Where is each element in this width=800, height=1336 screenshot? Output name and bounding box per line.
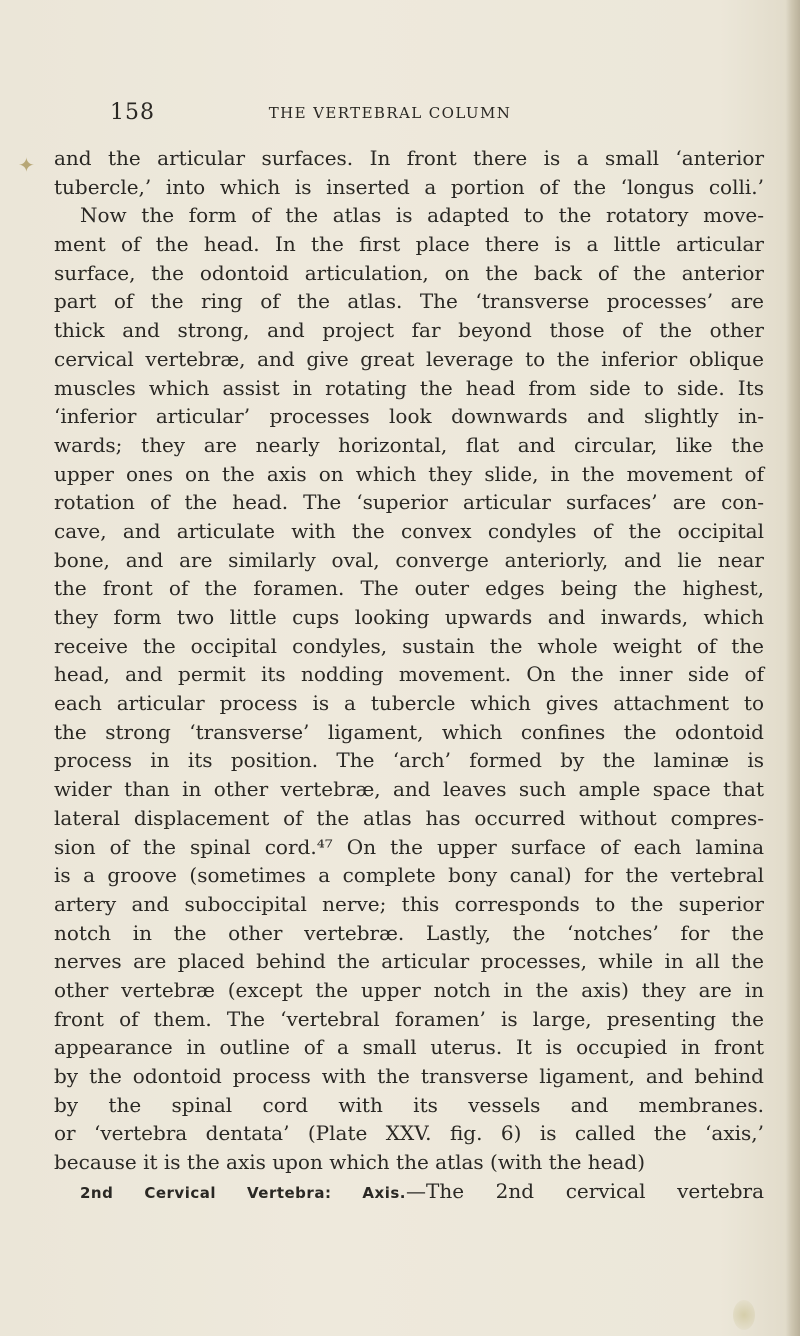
page-number: 158 — [110, 100, 155, 125]
paper-stain — [733, 1300, 755, 1330]
text-line: head, and permit its nodding movement. On the inner side of — [54, 662, 764, 687]
text-line: or ‘vertebra dentata’ (Plate XXV. fig. 6) is called the ‘axis,’ — [54, 1121, 764, 1146]
text-line — [54, 1234, 764, 1263]
body-text — [54, 144, 764, 1263]
section-heading: 2nd Cervical Vertebra: Axis. — [80, 1183, 406, 1202]
running-head: THE VERTEBRAL COLUMN — [268, 104, 512, 122]
text-line: surface, the odontoid articulation, on the back of the anterior — [54, 260, 764, 285]
text-line: rotation of the head. The ‘superior articular surfaces’ are con- — [54, 490, 764, 515]
text-line: cervical vertebræ, and give great leverage to the inferior oblique — [54, 346, 764, 371]
text-line: wider than in other vertebræ, and leaves such ample space that — [54, 777, 764, 802]
text-line: and the articular surfaces. In front there is a small ‘anterior — [54, 146, 764, 170]
text-line: sion of the spinal cord.⁴⁷ On the upper surface of each lamina — [54, 834, 764, 859]
text-line: by the odontoid process with the transverse ligament, and behind — [54, 1064, 764, 1088]
text-line: artery and suboccipital nerve; this corresponds to the superior — [54, 891, 764, 916]
text-line: each articular process is a tubercle which gives attachment to — [54, 691, 764, 716]
text-line: lateral displacement of the atlas has occurred without compres- — [54, 805, 764, 830]
text-line — [54, 1205, 764, 1234]
text-line: cave, and articulate with the convex condyles of the occipital — [54, 518, 764, 543]
page-edge — [786, 0, 800, 1336]
text-line: receive the occipital condyles, sustain the whole weight of the — [54, 633, 764, 658]
text-line: is a groove (sometimes a complete bony canal) for the vertebral — [54, 863, 764, 888]
text-line: the front of the foramen. The outer edges being the highest, — [54, 576, 764, 601]
text-line: they form two little cups looking upwards and inwards, which — [54, 605, 764, 629]
text-line: other vertebræ (except the upper notch in the axis) they are in — [54, 977, 764, 1002]
text-line: ment of the head. In the first place there is a little articular — [54, 232, 764, 257]
text-line: process in its position. The ‘arch’ formed by the laminæ is — [54, 748, 764, 773]
text-line: because it is the axis upon which the atlas (with the head) — [54, 1150, 646, 1175]
text-line: wards; they are nearly horizontal, flat and circular, like the — [54, 432, 764, 457]
text-line: thick and strong, and project far beyond those of the other — [54, 318, 764, 343]
ink-mark-icon: ✦ — [18, 153, 35, 177]
section-line — [54, 1177, 764, 1206]
text-line: the strong ‘transverse’ ligament, which confines the odontoid — [54, 719, 764, 744]
text-line: Now the form of the atlas is adapted to the rotatory move- — [80, 203, 764, 228]
text-line: tubercle,’ into which is inserted a portion of the ‘longus colli.’ — [54, 174, 764, 199]
text-line: nerves are placed behind the articular processes, while in all the — [54, 949, 764, 974]
text-line: upper ones on the axis on which they slide, in the movement of — [54, 461, 764, 486]
section-line-text: —The 2nd cervical vertebra — [405, 1178, 764, 1203]
text-line: front of them. The ‘vertebral foramen’ is large, presenting the — [54, 1006, 764, 1031]
text-line: part of the ring of the atlas. The ‘transverse processes’ are — [54, 289, 764, 314]
page-header — [110, 100, 730, 140]
text-line: notch in the other vertebræ. Lastly, the ‘notches’ for the — [54, 920, 764, 945]
text-line: ‘inferior articular’ processes look downwards and slightly in- — [54, 404, 764, 429]
text-line: bone, and are similarly oval, converge anteriorly, and lie near — [54, 547, 764, 572]
text-line: appearance in outline of a small uterus. It is occupied in front — [54, 1035, 764, 1060]
text-line: by the spinal cord with its vessels and membranes. — [54, 1092, 764, 1117]
text-line: muscles which assist in rotating the head from side to side. Its — [54, 375, 764, 400]
